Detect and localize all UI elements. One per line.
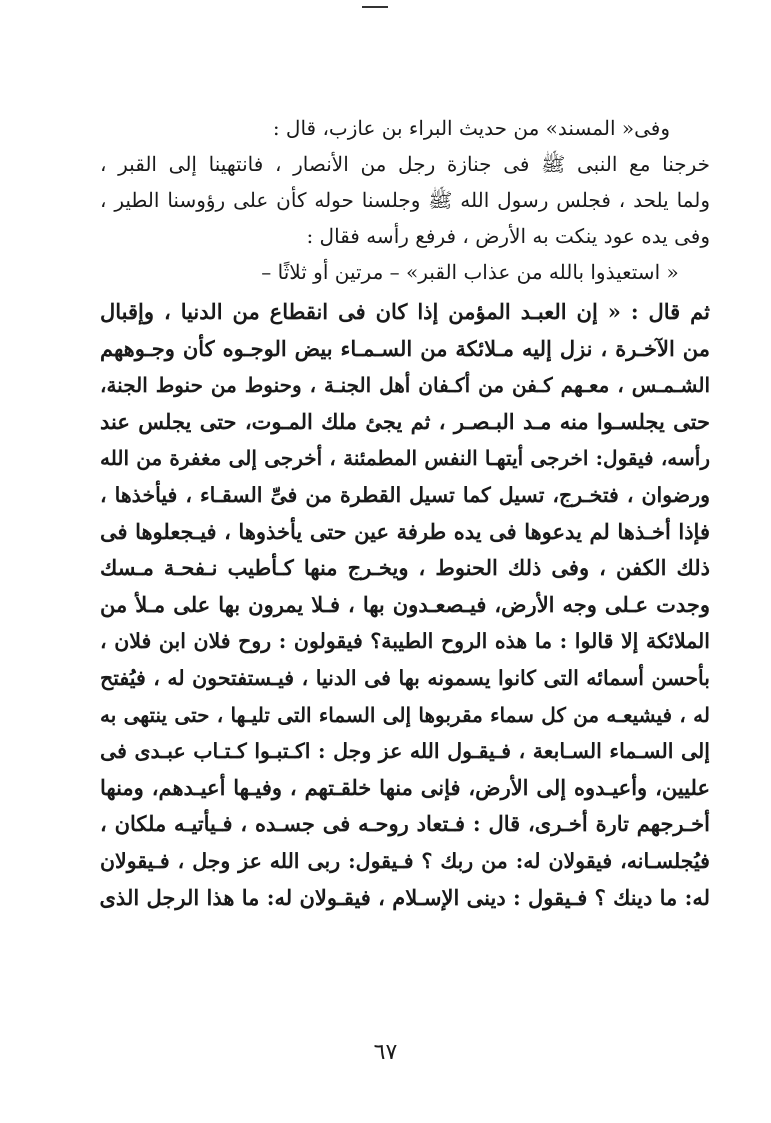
text-line: فيُجلسـانه، فيقولان له: من ربك ؟ فـيقول: ربى الله عز وجل ، فـيقولان xyxy=(100,848,710,873)
text-line: فإذا أخـذها لم يدعوها فى يده طرفة عين حتى يأخذوها ، فيـجعلوها فى xyxy=(100,518,710,544)
top-rule xyxy=(362,6,388,8)
text-line: عليين، وأعيـدوه إلى الأرض، فإنى منها خلقـتهم ، وفيـها أعيـدهم، ومنها xyxy=(100,774,710,800)
text-line: أخـرجهم تارة أخـرى، قال : فـتعاد روحـه فى جسـده ، فـيأتيـه ملكان ، xyxy=(100,811,710,837)
text-line: رأسه، فيقول: اخرجى أيتهـا النفس المطمئنة ، أخرجى إلى مغفرة من الله xyxy=(100,446,710,471)
text-line: الملائكة إلا قالوا : ما هذه الروح الطيبة؟ فيقولون : روح فلان ابن فلان ، xyxy=(100,629,710,654)
text-line: بأحسن أسمائه التى كانوا يسمونه بها فى الدنيا ، فيـستفتحون له ، فيُفتح xyxy=(100,665,710,690)
text-line: ثم قال : « إن العبـد المؤمن إذا كان فى انقطاع من الدنيا ، وإقبال xyxy=(100,299,710,324)
intro-line: « استعيذوا بالله من عذاب القبر» – مرتين أو ثلاثًا – xyxy=(261,260,679,284)
text-line: له: ما دينك ؟ فـيقول : دينى الإسـلام ، فيقـولان له: ما هذا الرجل الذى xyxy=(99,884,710,910)
text-line: ذلك الكفن ، وفى ذلك الحنوط ، ويخـرج منها كـأطيب نـفحـة مـسك xyxy=(100,555,710,581)
intro-line: ولما يلحد ، فجلس رسول الله ﷺ وجلسنا حوله كأن على رؤوسنا الطير ، xyxy=(100,188,710,212)
intro-line: وفى« المسند» من حديث البراء بن عازب، قال : xyxy=(272,116,670,140)
text-line: له ، فيشيعـه من كل سماء مقربوها إلى السماء التى تليـها ، حتى ينتهى به xyxy=(100,702,710,727)
page-number: ٦٧ xyxy=(373,1040,398,1065)
text-line: حتى يجلسـوا منه مـد البـصـر ، ثم يجئ ملك المـوت، حتى يجلس عند xyxy=(100,408,710,434)
text-line: من الآخـرة ، نزل إليه مـلائكة من السـمـاء بيض الوجـوه كأن وجـوههم xyxy=(100,335,710,361)
page-body xyxy=(100,110,710,916)
intro-line: وفى يده عود ينكت به الأرض ، فرفع رأسه فقال : xyxy=(306,224,710,248)
text-line: ورضوان ، فتخـرج، تسيل كما تسيل القطرة من فىِّ السقـاء ، فيأخذها ، xyxy=(100,482,710,507)
text-line: الشـمـس ، معـهم كـفن من أكـفان أهل الجنـة ، وحنوط من حنوط الجنة، xyxy=(100,373,710,398)
text-line: إلى السـماء السـابعة ، فـيقـول الله عز وجل : اكـتبـوا كـتـاب عبـدى فى xyxy=(100,739,710,764)
text-line: وجدت عـلى وجه الأرض، فيـصعـدون بها ، فـلا يمرون بها على مـلأ من xyxy=(100,591,710,617)
intro-line: خرجنا مع النبى ﷺ فى جنازة رجل من الأنصار ، فانتهينا إلى القبر ، xyxy=(100,152,710,176)
